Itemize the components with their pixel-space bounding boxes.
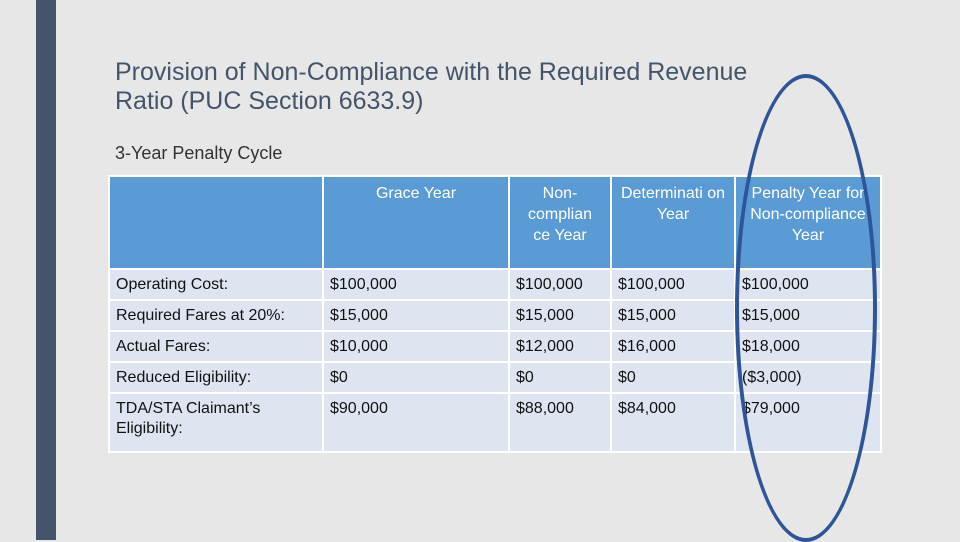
row-label: Required Fares at 20%: — [109, 300, 323, 331]
table-cell: $0 — [323, 362, 509, 393]
table-cell: $12,000 — [509, 331, 611, 362]
accent-bar — [36, 0, 56, 540]
table-cell: $15,000 — [735, 300, 881, 331]
row-label: Actual Fares: — [109, 331, 323, 362]
header-row — [109, 176, 881, 269]
table-cell: $88,000 — [509, 393, 611, 452]
header-penalty-year: Penalty Year for Non-compliance Year — [735, 176, 881, 269]
slide-title — [115, 58, 855, 116]
table-cell: $15,000 — [611, 300, 735, 331]
penalty-cycle-table — [108, 175, 882, 453]
table-cell: $79,000 — [735, 393, 881, 452]
row-label: TDA/STA Claimant’s Eligibility: — [109, 393, 323, 452]
table-cell: $90,000 — [323, 393, 509, 452]
header-noncompliance-year: Non-complian ce Year — [509, 176, 611, 269]
header-grace-year: Grace Year — [323, 176, 509, 269]
table-cell: $100,000 — [509, 269, 611, 300]
slide-subtitle: 3-Year Penalty Cycle — [115, 143, 283, 163]
table-cell: $100,000 — [323, 269, 509, 300]
title-line-1: Provision of Non-Compliance with the Required Revenue — [115, 58, 748, 86]
table-row — [109, 393, 881, 452]
table-cell: $84,000 — [611, 393, 735, 452]
table-row — [109, 331, 881, 362]
table-cell: $100,000 — [611, 269, 735, 300]
table-cell: $15,000 — [323, 300, 509, 331]
header-blank — [109, 176, 323, 269]
row-label: Reduced Eligibility: — [109, 362, 323, 393]
table-row — [109, 362, 881, 393]
table-cell: $100,000 — [735, 269, 881, 300]
row-label: Operating Cost: — [109, 269, 323, 300]
header-determination-year: Determinati on Year — [611, 176, 735, 269]
title-line-2: Ratio (PUC Section 6633.9) — [115, 87, 424, 115]
table-cell: ($3,000) — [735, 362, 881, 393]
table-cell: $15,000 — [509, 300, 611, 331]
table-cell: $16,000 — [611, 331, 735, 362]
table-cell: $0 — [509, 362, 611, 393]
table-cell: $10,000 — [323, 331, 509, 362]
table-row — [109, 269, 881, 300]
table-row — [109, 300, 881, 331]
table-cell: $18,000 — [735, 331, 881, 362]
table-cell: $0 — [611, 362, 735, 393]
